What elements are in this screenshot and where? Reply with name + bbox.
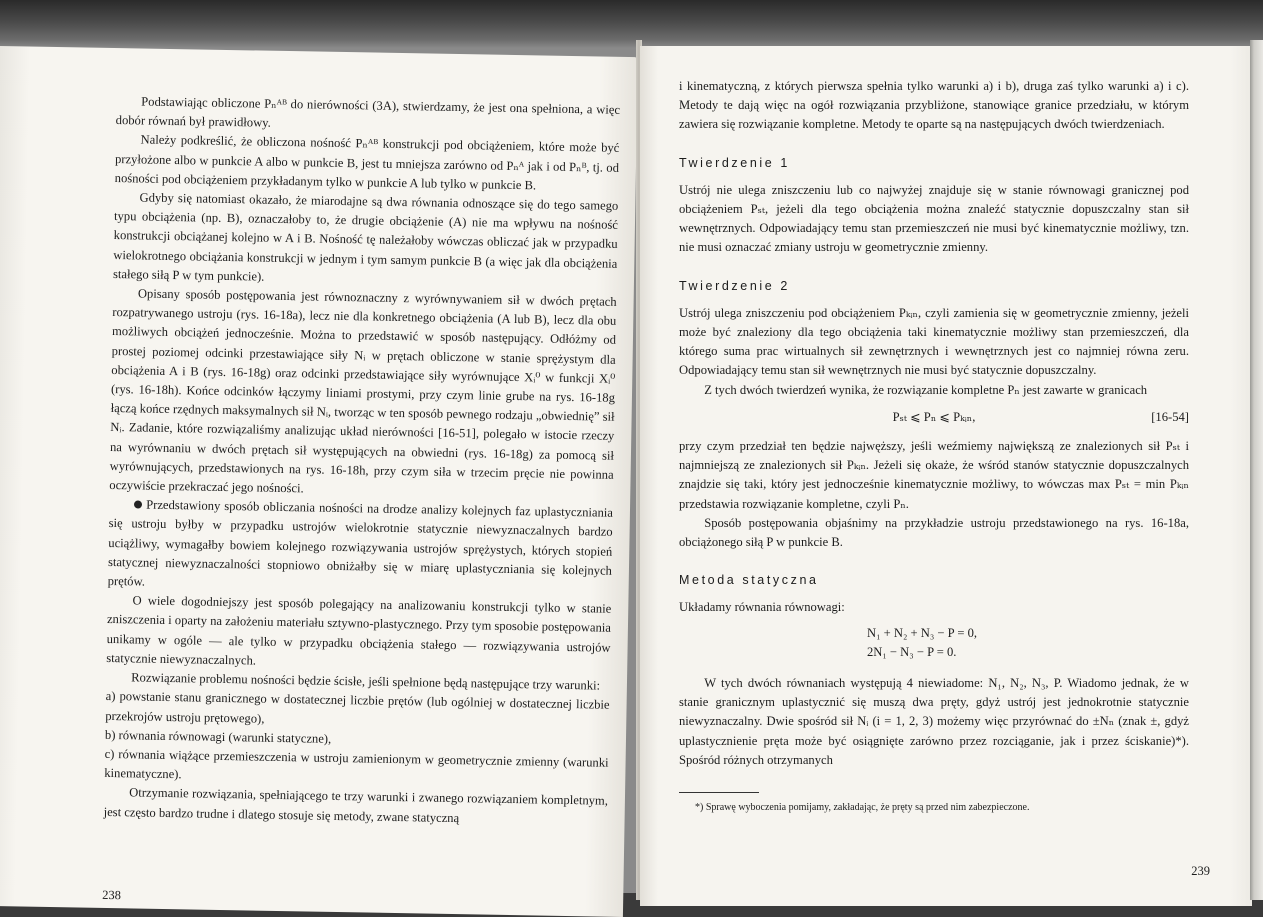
paragraph-force-equalization: Opisany sposób postępowania jest równoznaczny z wyrównywaniem sił w dwóch prętach rozpatrywanego ustroju (rys. 16-18a), lecz nie dla konkretnego obciążenia (A lub B), lecz dla obu możliwych obciążeń jednocześnie. Można to przedstawić w sposób następujący. Odłóżmy od prostej poziomej odcinki przestawiające siły Nᵢ w prętach obliczone w stanie sprężystym dla obciążenia A i B (rys. 16-18g) oraz odcinki przedstawiające siły wyrównujące Xᵢ⁰ w funkcji Xᵢ⁰ (rys. 16-18h). Końce odcinków łączymy liniami prostymi, przy czym linie grube na rys. 16-18g łączą końce rzędnych maksymalnych sił Nᵢ, tworząc w ten sposób pewnego rodzaju „obwiednię” sił Nᵢ. Zadanie, które rozwiązaliśmy analizując układ nierówności [16-51], polegało w istocie rzeczy na wyrównaniu w dwóch prętach sił występujących na obwiedni (rys. 16-18g) za pomocą sił wyrównujących, przedstawionych na rys. 16-18h, przy czym siła w trzecim pręcie nie powinna oczywiście przekraczać jego nośności.: [109, 286, 617, 496]
paragraph-verification: Podstawiając obliczone Pₙᴬᴮ do nierówności (3A), stwierdzamy, że jest ona spełniona, a więc dobór równań był prawidłowy.: [115, 94, 621, 130]
equation-number: [16-54]: [1151, 409, 1189, 424]
paragraph-conclusion: Z tych dwóch twierdzeń wynika, że rozwiązanie kompletne Pₙ jest zawarte w granicach: [704, 382, 1148, 397]
paragraph-load-capacity-note: Należy podkreślić, że obliczona nośność Pₙᴬᴮ konstrukcji pod obciążeniem, które może być przyłożone albo w punkcie A albo w punkcie B, jest tu mniejsza zarówno od Pₙᴬ jak i od Pₙᴮ, tj. od nośności pod obciążeniem przykładanym tylko w punkcie A lub tylko w punkcie B.: [114, 132, 620, 193]
left-page: [0, 46, 638, 917]
footnote: *) Sprawę wyboczenia pomijamy, zakładając, że pręty są przed nim zabezpieczone.: [695, 802, 1030, 814]
right-page: [640, 46, 1252, 906]
condition-a: a) powstanie stanu granicznego w dostatecznej liczbie prętów (lub ogólniej w dostatecznej liczbie przekrojów ustroju prętowego),: [105, 689, 610, 726]
equilibrium-intro: Układamy równania równowagi:: [679, 600, 845, 615]
paragraph-method-intro: Sposób postępowania objaśnimy na przykładzie ustroju przedstawionego na rys. 16-18a, obciążonego siłą P w punkcie B.: [679, 515, 1189, 550]
paragraph-methods-intro: i kinematyczną, z których pierwsza spełnia tylko warunki a) i b), druga zaś tylko warunki a) i c). Metody te dają więc na ogół rozwiązania przybliżone, stanowiące granice przedziału, w którym zawiera się rozwiązanie kompletne. Metody te oparte są na następujących dwóch twierdzeniach.: [679, 79, 1189, 132]
equilibrium-equation-1: N₁ + N₂ + N₃ − P = 0,: [867, 625, 978, 640]
paragraph-complete-solution: Otrzymanie rozwiązania, spełniającego te trzy warunki i zwanego rozwiązaniem kompletnym, jest często bardzo trudne i dlatego stosuje się metody, zwane statyczną: [103, 785, 609, 825]
condition-b: b) równania równowagi (warunki statyczne),: [104, 727, 332, 746]
page-edge-shadow: [1250, 40, 1263, 900]
paragraph-interval-explanation: przy czym przedział ten będzie najwęższy, jeśli weźmiemy największą ze znalezionych sił Pₛₜ i najmniejszą ze znalezionych sił Pₖᵢₙ. Jeżeli się okaże, że wśród stanów statycznie dopuszczalnych znajdzie się taki, który jest jednocześnie kinematycznie możliwy, to wówczas max Pₛₜ = min Pₖᵢₙ przedstawia rozwiązanie kompletne, czyli Pₙ.: [679, 439, 1189, 511]
footnote-rule: [679, 792, 759, 793]
paragraph-phase-analysis: Przedstawiony sposób obliczania nośności na drodze analizy kolejnych faz uplastyczniania się ustroju byłby w przypadku ustrojów wielokrotnie statycznie niewyznaczalnych bardzo uciążliwy, wymagałby bowiem kolejnego rozwiązywania ustrojów sprężystych, których stopień statycznej niewyznaczalności stopniowo obniżałby się w miarę uplastyczniania się kolejnych prętów.: [107, 497, 614, 589]
paragraph-same-load-type: Gdyby się natomiast okazało, że miarodajne są dwa równania odnoszące się do tego samego typu obciążenia (np. B), oznaczałoby to, że drugie obciążenie (A) nie ma wpływu na nośność konstrukcji obciążanej kolejno w A i B. Nośność tę należałoby wówczas obliczać jak w przypadku wielokrotnego obciążania konstrukcji w jednym i tym samym punkcie B (a więc jak dla obciążenia stałego siłą P w tym punkcie).: [112, 190, 619, 284]
paragraph-exact-solution-conditions: Rozwiązanie problemu nośności będzie ścisłe, jeśli spełnione będą następujące trzy warunki:: [131, 670, 601, 693]
right-page-text-column: [679, 77, 1189, 814]
static-method-heading: Metoda statyczna: [679, 573, 819, 588]
theorem-1-text: Ustrój nie ulega zniszczeniu lub co najwyżej znajduje się w stanie równowagi granicznej pod obciążeniem Pₛₜ, jeżeli dla tego obciążenia można znaleźć statycznie dopuszczalny stan sił wewnętrznych. Odpowiadający temu stan przemieszczeń nie musi być kinematycznie możliwy, tzn. nie musi oznaczać zmiany ustroju w geometrycznie zmienny.: [679, 182, 1189, 255]
theorem-2-text: Ustrój ulega zniszczeniu pod obciążeniem Pₖᵢₙ, czyli zamienia się w geometrycznie zmienny, jeżeli może być znaleziony dla tego obciążenia taki kinematycznie możliwy stan przemieszczeń, dla którego suma prac wirtualnych sił zewnętrznych i wewnętrznych jest co najmniej równa zeru. Odpowiadający temu stan sił wewnętrznych nie musi być statycznie dopuszczalny.: [679, 305, 1189, 378]
equilibrium-equation-2: 2N₁ − N₃ − P = 0.: [867, 644, 957, 659]
paragraph-unknowns: W tych dwóch równaniach występują 4 niewiadome: N₁, N₂, N₃, P. Wiadomo jednak, że w stanie granicznym uplastycznić się muszą dwa pręty, gdyż ustrój jest jednokrotnie statycznie niewyznaczalny. Dwie spośród sił Nᵢ (i = 1, 2, 3) możemy więc przyrównać do ±Nₙ (znak ±, gdyż uplastycznienie pręta może być osiągnięte zarówno przez rozciąganie, jak i przez ściskanie)*). Spośród różnych otrzymanych: [679, 676, 1189, 767]
left-page-text-column: [103, 92, 620, 830]
page-number-right: 239: [1191, 864, 1210, 878]
theorem-1-heading: Twierdzenie 1: [679, 155, 790, 170]
equation-16-54: [679, 408, 1189, 427]
bullet-marker: [134, 501, 142, 509]
equation-body: Pₛₜ ⩽ Pₙ ⩽ Pₖᵢₙ,: [892, 409, 976, 424]
equilibrium-equations: [679, 624, 1189, 662]
paragraph-failure-state-method: O wiele dogodniejszy jest sposób polegający na analizowaniu konstrukcji tylko w stanie zniszczenia i oparty na założeniu materiału sztywno-plastycznego. Przy tym sposobie postępowania unikamy w ogóle — ale tylko w przypadku obciążenia stałego — rozwiązywania ustrojów statycznie niewyznaczalnych.: [106, 593, 612, 668]
condition-c: c) równania wiążące przemieszczenia w ustroju zamienionym w geometrycznie zmienny (warunki kinematyczne).: [104, 746, 609, 782]
theorem-2-heading: Twierdzenie 2: [679, 278, 790, 293]
page-number-left: 238: [102, 887, 122, 903]
